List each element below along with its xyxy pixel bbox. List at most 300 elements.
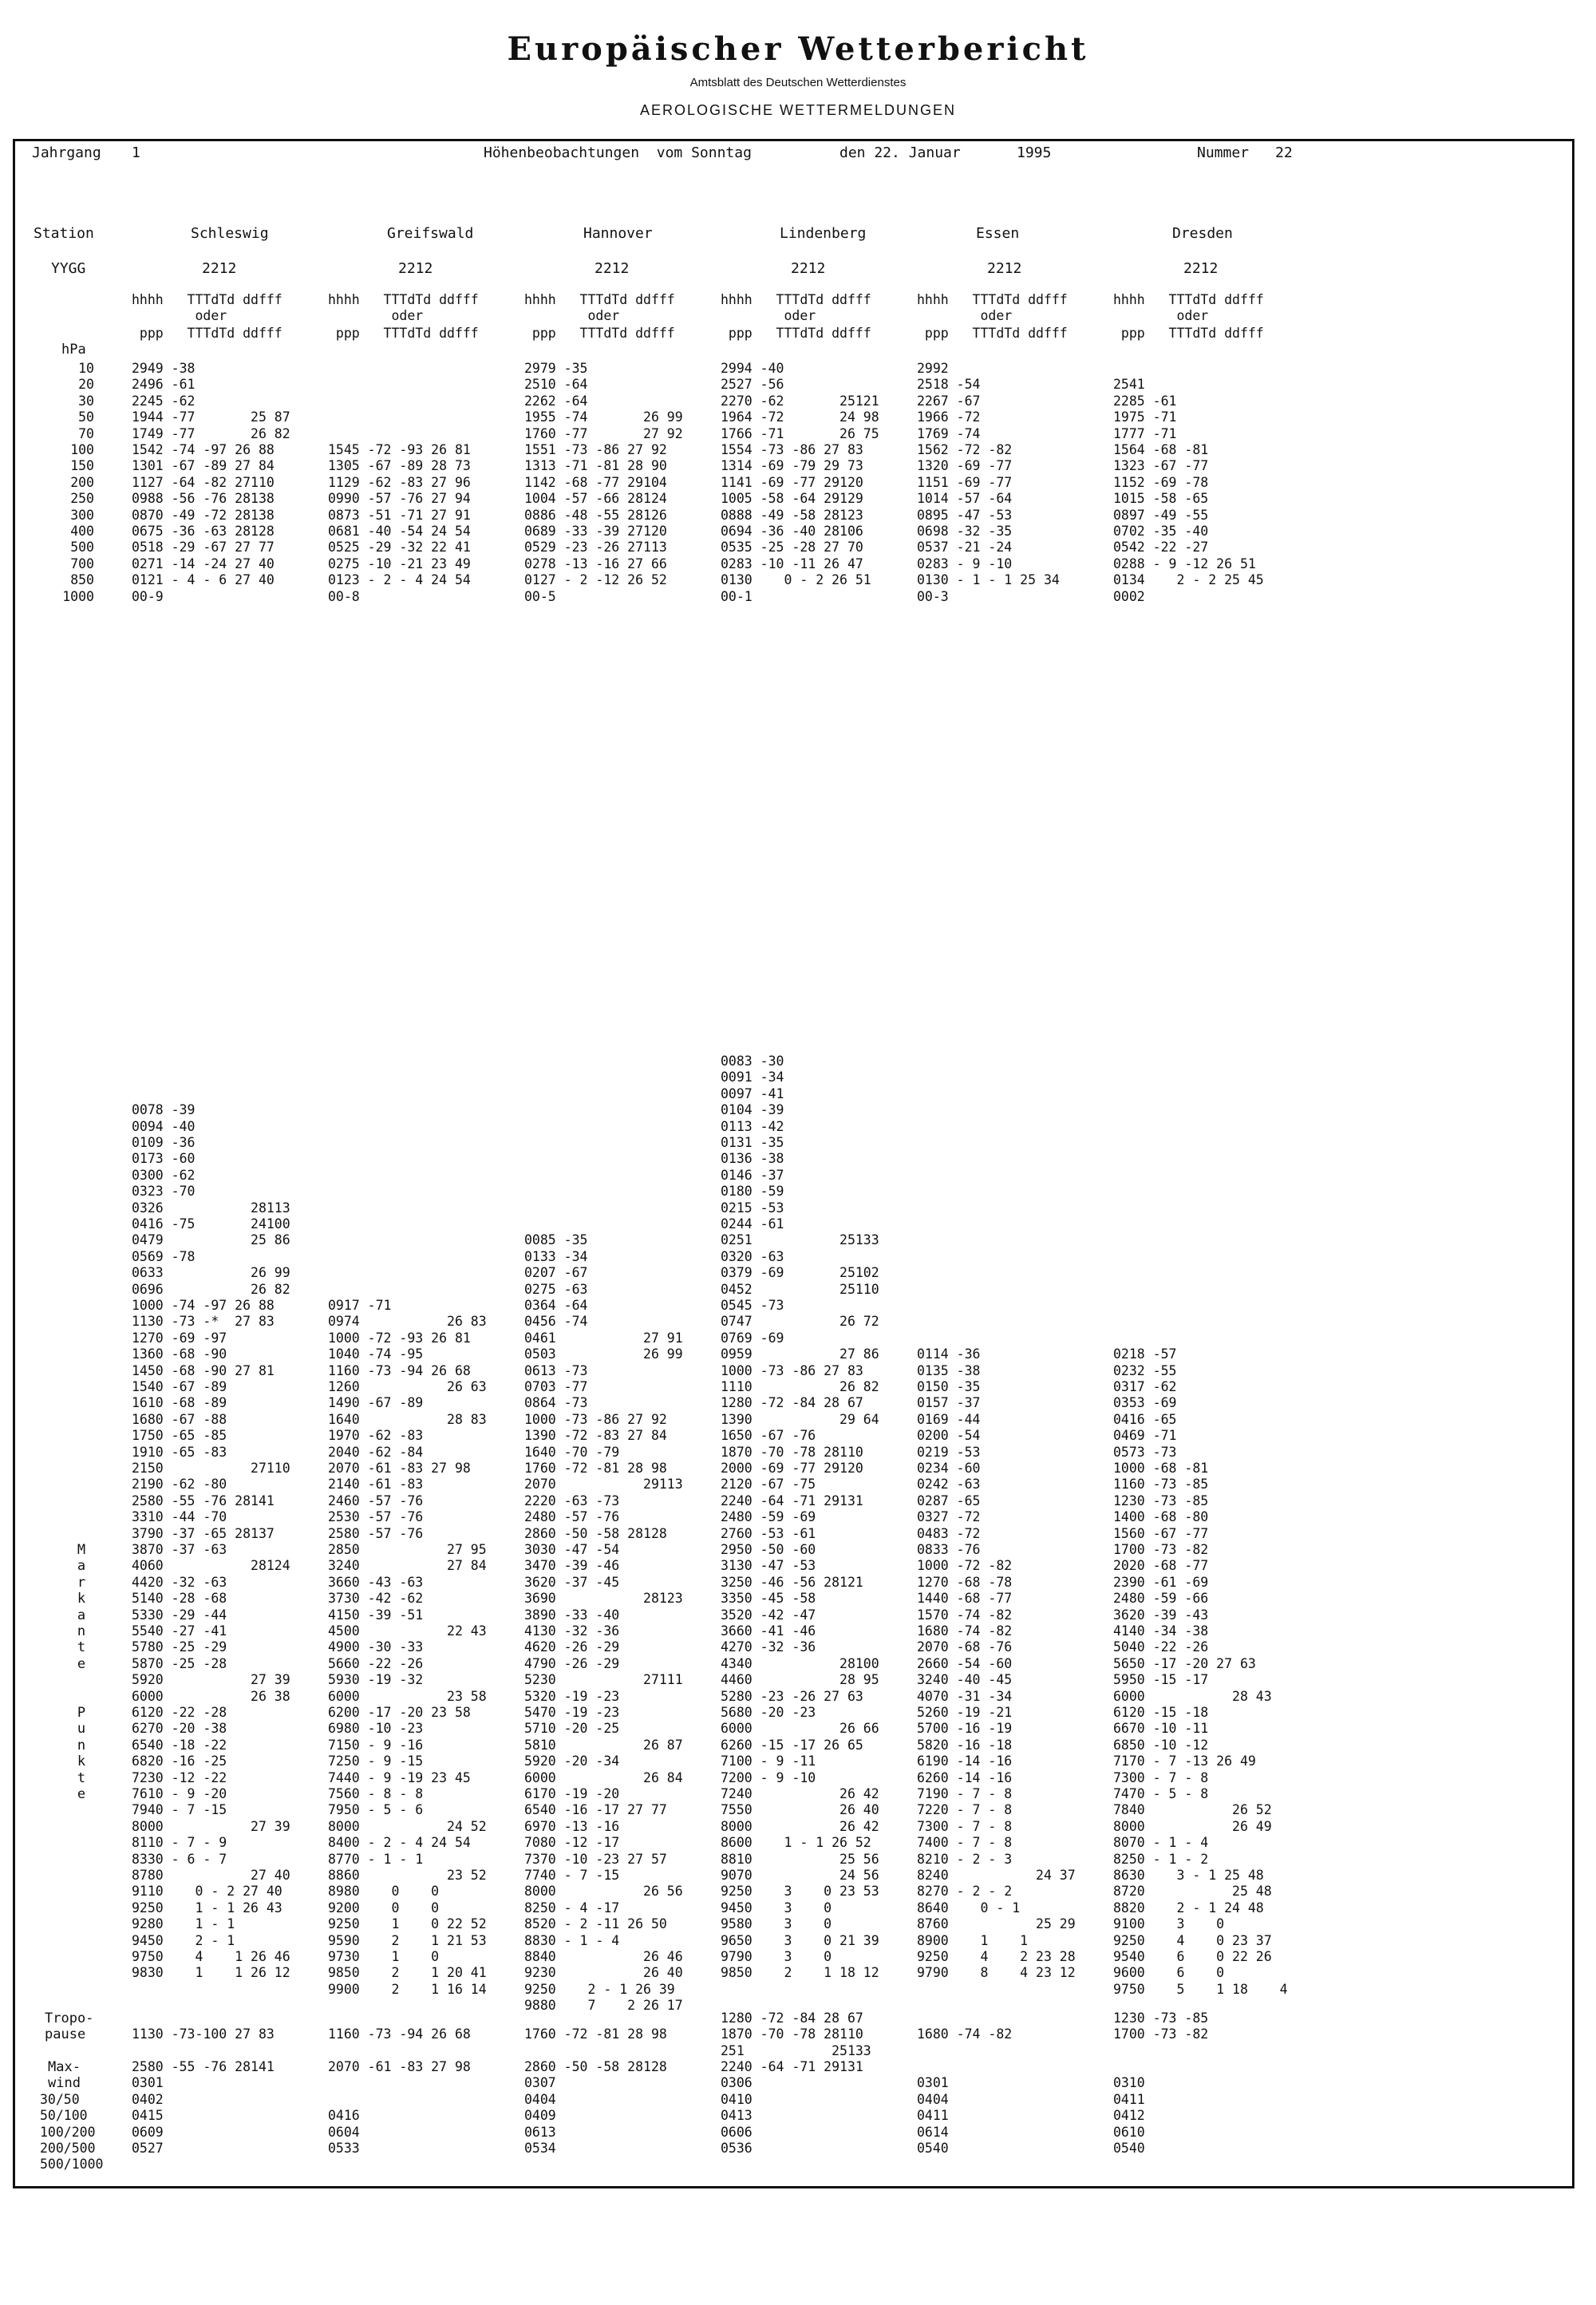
tropopause-row: 1280 -72 -84 28 67: [721, 2010, 863, 2026]
significant-point-row: 0091 -34: [721, 1069, 784, 1085]
significant-point-row: 8520 - 2 -11 26 50: [524, 1916, 667, 1932]
significant-point-row: 1870 -70 -78 28110: [721, 1444, 863, 1460]
significant-point-row: 9540 6 0 22 26: [1113, 1949, 1272, 1964]
maxwind-layer-label: 30/50: [40, 2091, 80, 2107]
significant-point-row: 6540 -16 -17 27 77: [524, 1802, 667, 1818]
significant-point-row: 2530 -57 -76: [328, 1509, 424, 1525]
maxwind-layer-label: 200/500: [40, 2141, 96, 2156]
report-year: 1995: [1017, 144, 1052, 161]
significant-point-row: 6270 -20 -38: [132, 1721, 227, 1737]
significant-point-row: 3130 -47 -53: [721, 1558, 816, 1574]
significant-point-row: 9750 5 1 18 4: [1113, 1981, 1288, 1997]
significant-point-row: 6260 -14 -16: [917, 1769, 1013, 1785]
significant-point-row: 7840 26 52: [1113, 1802, 1272, 1818]
significant-point-row: 0545 -73: [721, 1298, 784, 1313]
station-yygg: 2212: [595, 260, 630, 277]
significant-point-row: 8900 1 1: [917, 1932, 1029, 1948]
significant-point-row: 5820 -16 -18: [917, 1737, 1013, 1753]
significant-point-row: 1130 -73 -* 27 83: [132, 1314, 275, 1330]
significant-point-row: 2070 -61 -83 27 98: [328, 1461, 471, 1476]
pressure-level: 500: [70, 540, 94, 555]
significant-point-row: 1760 -72 -81 28 98: [524, 1461, 667, 1476]
significant-point-row: 3790 -37 -65 28137: [132, 1525, 275, 1541]
significant-point-row: 7250 - 9 -15: [328, 1753, 424, 1769]
standard-level-row: 1545 -72 -93 26 81: [328, 442, 471, 457]
significant-point-row: 1000 -74 -97 26 88: [132, 1298, 275, 1313]
significant-point-row: 3690 28123: [524, 1591, 683, 1607]
significant-point-row: 8070 - 1 - 4: [1113, 1835, 1209, 1851]
significant-point-row: 5920 -20 -34: [524, 1753, 620, 1769]
standard-level-row: 1766 -71 26 75: [721, 425, 879, 441]
maxwind-layer-label: 100/200: [40, 2124, 96, 2140]
significant-point-row: 0696 26 82: [132, 1281, 290, 1297]
pressure-level: 70: [78, 425, 94, 441]
jahrgang-value: 1: [132, 144, 140, 161]
maxwind-row: 0613: [524, 2124, 556, 2140]
standard-level-row: 0689 -33 -39 27120: [524, 524, 667, 539]
significant-point-row: 1680 -67 -88: [132, 1411, 227, 1427]
maxwind-label-1: Max-: [48, 2059, 81, 2075]
significant-point-row: 2580 -55 -76 28141: [132, 1493, 275, 1508]
station-name: Essen: [976, 225, 1020, 242]
significant-point-row: 0146 -37: [721, 1167, 784, 1183]
standard-level-row: 0895 -47 -53: [917, 507, 1013, 523]
significant-point-row: 3890 -33 -40: [524, 1607, 620, 1623]
tropopause-row: 1700 -73 -82: [1113, 2026, 1209, 2042]
standard-level-row: 0988 -56 -76 28138: [132, 491, 275, 507]
significant-point-row: 2850 27 95: [328, 1542, 487, 1557]
standard-level-row: 2496 -61: [132, 377, 196, 393]
significant-point-row: 0109 -36: [132, 1135, 196, 1150]
significant-point-row: 9830 1 1 26 12: [132, 1965, 290, 1981]
significant-point-row: 5710 -20 -25: [524, 1721, 620, 1737]
significant-point-row: 0097 -41: [721, 1085, 784, 1101]
standard-level-row: 1127 -64 -82 27110: [132, 474, 275, 490]
significant-point-row: 1610 -68 -89: [132, 1395, 227, 1411]
yygg-label: YYGG: [51, 260, 86, 277]
tropopause-row: 1230 -73 -85: [1113, 2010, 1209, 2026]
standard-level-row: 1141 -69 -77 29120: [721, 474, 863, 490]
standard-level-row: 1014 -57 -64: [917, 491, 1013, 507]
significant-point-row: 8000 24 52: [328, 1818, 487, 1834]
significant-point-row: 7240 26 42: [721, 1786, 879, 1801]
maxwind-row: 0411: [1113, 2091, 1145, 2107]
significant-point-row: 0169 -44: [917, 1411, 981, 1427]
pressure-level: 150: [70, 458, 94, 474]
standard-level-row: 0897 -49 -55: [1113, 507, 1209, 523]
significant-point-row: 7940 - 7 -15: [132, 1802, 227, 1818]
significant-point-row: 1640 -70 -79: [524, 1444, 620, 1460]
significant-point-row: 3660 -41 -46: [721, 1623, 816, 1639]
significant-point-row: 8600 1 - 1 26 52: [721, 1835, 871, 1851]
significant-point-row: 1000 -68 -81: [1113, 1461, 1209, 1476]
maxwind-layer-label: 500/1000: [40, 2157, 104, 2173]
significant-point-row: 0219 -53: [917, 1444, 981, 1460]
tropopause-row: 1870 -70 -78 28110: [721, 2026, 863, 2042]
significant-point-row: 0483 -72: [917, 1525, 981, 1541]
standard-level-row: 1777 -71: [1113, 425, 1177, 441]
significant-point-row: 3620 -37 -45: [524, 1574, 620, 1590]
maxwind-row: 0402: [132, 2091, 164, 2107]
significant-point-row: 0113 -42: [721, 1118, 784, 1134]
pressure-level: 20: [78, 377, 94, 393]
significant-point-row: 0180 -59: [721, 1184, 784, 1200]
significant-point-row: 9600 6 0: [1113, 1965, 1225, 1981]
maxwind-row: 0540: [1113, 2141, 1145, 2156]
significant-point-row: 6190 -14 -16: [917, 1753, 1013, 1769]
maxwind-row: 0604: [328, 2124, 360, 2140]
significant-point-row: 8780 27 40: [132, 1868, 290, 1883]
significant-point-row: 3620 -39 -43: [1113, 1607, 1209, 1623]
column-header-line1: hhhh TTTdTd ddfff: [1113, 292, 1264, 307]
significant-point-row: 7150 - 9 -16: [328, 1737, 424, 1753]
significant-point-row: 7100 - 9 -11: [721, 1753, 816, 1769]
significant-point-row: 8330 - 6 - 7: [132, 1851, 227, 1867]
significant-point-row: 1000 -72 -93 26 81: [328, 1330, 471, 1346]
significant-point-row: 1280 -72 -84 28 67: [721, 1395, 863, 1411]
standard-level-row: 1564 -68 -81: [1113, 442, 1209, 457]
significant-point-row: 6970 -13 -16: [524, 1818, 620, 1834]
markante-label: M a r k a n t e: [77, 1542, 86, 1672]
significant-point-row: 9250 1 0 22 52: [328, 1916, 487, 1932]
station-yygg: 2212: [791, 260, 826, 277]
station-yygg: 2212: [987, 260, 1022, 277]
column-header-line2: oder: [721, 308, 816, 323]
significant-point-row: 7560 - 8 - 8: [328, 1786, 424, 1801]
standard-level-row: 0694 -36 -40 28106: [721, 524, 863, 539]
significant-point-row: 0323 -70: [132, 1184, 196, 1200]
significant-point-row: 2190 -62 -80: [132, 1477, 227, 1493]
significant-point-row: 1160 -73 -85: [1113, 1477, 1209, 1493]
significant-point-row: 9250 4 2 23 28: [917, 1949, 1076, 1964]
significant-point-row: 9790 3 0: [721, 1949, 832, 1964]
significant-point-row: 0917 -71: [328, 1298, 392, 1313]
maxwind-row: 0606: [721, 2124, 753, 2140]
standard-level-row: 1004 -57 -66 28124: [524, 491, 667, 507]
significant-point-row: 0135 -38: [917, 1362, 981, 1378]
significant-point-row: 8270 - 2 - 2: [917, 1884, 1013, 1900]
significant-point-row: 1390 -72 -83 27 84: [524, 1428, 667, 1444]
significant-point-row: 0173 -60: [132, 1151, 196, 1167]
standard-level-row: 0518 -29 -67 27 77: [132, 540, 275, 555]
standard-level-row: 1151 -69 -77: [917, 474, 1013, 490]
significant-point-row: 0633 26 99: [132, 1265, 290, 1281]
significant-point-row: 8640 0 - 1: [917, 1900, 1021, 1916]
standard-level-row: 1129 -62 -83 27 96: [328, 474, 471, 490]
significant-point-row: 7950 - 5 - 6: [328, 1802, 424, 1818]
significant-point-row: 8820 2 - 1 24 48: [1113, 1900, 1264, 1916]
significant-point-row: 8000 26 56: [524, 1884, 683, 1900]
standard-level-row: 0702 -35 -40: [1113, 524, 1209, 539]
significant-point-row: 0317 -62: [1113, 1379, 1177, 1394]
significant-point-row: 5260 -19 -21: [917, 1705, 1013, 1720]
significant-point-row: 9250 4 0 23 37: [1113, 1932, 1272, 1948]
standard-level-row: 1562 -72 -82: [917, 442, 1013, 457]
significant-point-row: 4150 -39 -51: [328, 1607, 424, 1623]
standard-level-row: 0288 - 9 -12 26 51: [1113, 555, 1256, 571]
significant-point-row: 2120 -67 -75: [721, 1477, 816, 1493]
significant-point-row: 6000 23 58: [328, 1688, 487, 1704]
station-name: Schleswig: [191, 225, 269, 242]
standard-level-row: 0134 2 - 2 25 45: [1113, 572, 1264, 588]
station-yygg: 2212: [1183, 260, 1219, 277]
column-header-line3: ppp TTTdTd ddfff: [721, 326, 871, 341]
standard-level-row: 0886 -48 -55 28126: [524, 507, 667, 523]
significant-point-row: 5320 -19 -23: [524, 1688, 620, 1704]
significant-point-row: 9250 2 - 1 26 39: [524, 1981, 675, 1997]
standard-level-row: 2270 -62 25121: [721, 393, 879, 409]
significant-point-row: 4140 -34 -38: [1113, 1623, 1209, 1639]
significant-point-row: 8980 0 0: [328, 1884, 440, 1900]
significant-point-row: 7740 - 7 -15: [524, 1868, 620, 1883]
standard-level-row: 0123 - 2 - 4 24 54: [328, 572, 471, 588]
significant-point-row: 1270 -68 -78: [917, 1574, 1013, 1590]
significant-point-row: 1650 -67 -76: [721, 1428, 816, 1444]
maxwind-row: 0409: [524, 2108, 556, 2124]
significant-point-row: 7470 - 5 - 8: [1113, 1786, 1209, 1801]
standard-level-row: 1542 -74 -97 26 88: [132, 442, 275, 457]
significant-point-row: 0083 -30: [721, 1054, 784, 1069]
standard-level-row: 2949 -38: [132, 361, 196, 376]
punkte-label: P u n k t e: [77, 1705, 86, 1803]
significant-point-row: 9850 2 1 18 12: [721, 1965, 879, 1981]
significant-point-row: 2000 -69 -77 29120: [721, 1461, 863, 1476]
significant-point-row: 0085 -35: [524, 1232, 588, 1248]
significant-point-row: 5930 -19 -32: [328, 1672, 424, 1688]
column-header-line2: oder: [1113, 308, 1209, 323]
significant-point-row: 5950 -15 -17: [1113, 1672, 1209, 1688]
tropopause-row: 1130 -73-100 27 83: [132, 2026, 275, 2042]
significant-point-row: 3250 -46 -56 28121: [721, 1574, 863, 1590]
nummer-label: Nummer: [1197, 144, 1250, 161]
standard-level-row: 2527 -56: [721, 377, 784, 393]
pressure-level: 10: [78, 361, 94, 376]
standard-level-row: 0130 0 - 2 26 51: [721, 572, 871, 588]
significant-point-row: 1230 -73 -85: [1113, 1493, 1209, 1508]
standard-level-row: 2541: [1113, 377, 1145, 393]
significant-point-row: 6120 -15 -18: [1113, 1705, 1209, 1720]
significant-point-row: 9250 1 - 1 26 43: [132, 1900, 282, 1916]
significant-point-row: 8000 27 39: [132, 1818, 290, 1834]
significant-point-row: 1400 -68 -80: [1113, 1509, 1209, 1525]
significant-point-row: 9450 2 - 1: [132, 1932, 235, 1948]
significant-point-row: 9730 1 0: [328, 1949, 440, 1964]
standard-level-row: 1152 -69 -78: [1113, 474, 1209, 490]
column-header-line2: oder: [132, 308, 227, 323]
standard-level-row: 1749 -77 26 82: [132, 425, 290, 441]
standard-level-row: 2992: [917, 361, 949, 376]
significant-point-row: 0461 27 91: [524, 1330, 683, 1346]
significant-point-row: 1560 -67 -77: [1113, 1525, 1209, 1541]
maxwind-row: 0412: [1113, 2108, 1145, 2124]
significant-point-row: 6260 -15 -17 26 65: [721, 1737, 863, 1753]
significant-point-row: 5680 -20 -23: [721, 1705, 816, 1720]
column-header-line2: oder: [328, 308, 424, 323]
significant-point-row: 6000 26 84: [524, 1769, 683, 1785]
significant-point-row: 8830 - 1 - 4: [524, 1932, 620, 1948]
tropopause-label-2: pause: [45, 2026, 86, 2042]
standard-level-row: 2285 -61: [1113, 393, 1177, 409]
maxwind-row: 0536: [721, 2141, 753, 2156]
standard-level-row: 1313 -71 -81 28 90: [524, 458, 667, 474]
significant-point-row: 5280 -23 -26 27 63: [721, 1688, 863, 1704]
hpa-label: hPa: [61, 342, 86, 358]
significant-point-row: 2240 -64 -71 29131: [721, 1493, 863, 1508]
standard-level-row: 0283 - 9 -10: [917, 555, 1013, 571]
standard-level-row: 0278 -13 -16 27 66: [524, 555, 667, 571]
significant-point-row: 2220 -63 -73: [524, 1493, 620, 1508]
maxwind-row: 0301: [917, 2075, 949, 2091]
maxwind-row: 2860 -50 -58 28128: [524, 2059, 667, 2074]
significant-point-row: 1680 -74 -82: [917, 1623, 1013, 1639]
significant-point-row: 4340 28100: [721, 1655, 879, 1671]
significant-point-row: 9580 3 0: [721, 1916, 832, 1932]
maxwind-row: 0610: [1113, 2124, 1145, 2140]
pressure-level: 100: [70, 442, 94, 457]
significant-point-row: 2140 -61 -83: [328, 1477, 424, 1493]
standard-level-row: 1314 -69 -79 29 73: [721, 458, 863, 474]
station-yygg: 2212: [398, 260, 433, 277]
significant-point-row: 7610 - 9 -20: [132, 1786, 227, 1801]
tropopause-row: 1160 -73 -94 26 68: [328, 2026, 471, 2042]
maxwind-row: 0416: [328, 2108, 360, 2124]
pressure-level: 200: [70, 474, 94, 490]
pressure-level: 30: [78, 393, 94, 409]
significant-point-row: 9900 2 1 16 14: [328, 1981, 487, 1997]
significant-point-row: 0364 -64: [524, 1298, 588, 1313]
page-title: Europäischer Wetterbericht: [507, 30, 1089, 68]
significant-point-row: 0833 -76: [917, 1542, 981, 1557]
significant-point-row: 7170 - 7 -13 26 49: [1113, 1753, 1256, 1769]
significant-point-row: 0131 -35: [721, 1135, 784, 1150]
maxwind-row: 0534: [524, 2141, 556, 2156]
significant-point-row: 5700 -16 -19: [917, 1721, 1013, 1737]
standard-level-row: 2510 -64: [524, 377, 588, 393]
significant-point-row: 1440 -68 -77: [917, 1591, 1013, 1607]
significant-point-row: 6200 -17 -20 23 58: [328, 1705, 471, 1720]
significant-point-row: 1160 -73 -94 26 68: [328, 1362, 471, 1378]
significant-point-row: 7200 - 9 -10: [721, 1769, 816, 1785]
significant-point-row: 6980 -10 -23: [328, 1721, 424, 1737]
significant-point-row: 0200 -54: [917, 1428, 981, 1444]
significant-point-row: 9750 4 1 26 46: [132, 1949, 290, 1964]
column-header-line1: hhhh TTTdTd ddfff: [132, 292, 282, 307]
significant-point-row: 9280 1 - 1: [132, 1916, 235, 1932]
significant-point-row: 4460 28 95: [721, 1672, 879, 1688]
standard-level-row: 00-5: [524, 588, 556, 604]
significant-point-row: 0573 -73: [1113, 1444, 1177, 1460]
significant-point-row: 0747 26 72: [721, 1314, 879, 1330]
tropopause-row: 1680 -74 -82: [917, 2026, 1013, 2042]
significant-point-row: 0150 -35: [917, 1379, 981, 1394]
significant-point-row: 1910 -65 -83: [132, 1444, 227, 1460]
significant-point-row: 0136 -38: [721, 1151, 784, 1167]
significant-point-row: 1640 28 83: [328, 1411, 487, 1427]
significant-point-row: 5230 27111: [524, 1672, 683, 1688]
pressure-level: 50: [78, 409, 94, 425]
station-label: Station: [34, 225, 94, 242]
pressure-level: 400: [70, 524, 94, 539]
standard-level-row: 1005 -58 -64 29129: [721, 491, 863, 507]
standard-level-row: 0873 -51 -71 27 91: [328, 507, 471, 523]
station-name: Dresden: [1172, 225, 1233, 242]
standard-level-row: 00-8: [328, 588, 360, 604]
significant-point-row: 2460 -57 -76: [328, 1493, 424, 1508]
significant-point-row: 6000 26 38: [132, 1688, 290, 1704]
significant-point-row: 6120 -22 -28: [132, 1705, 227, 1720]
significant-point-row: 5780 -25 -29: [132, 1639, 227, 1655]
significant-point-row: 3310 -44 -70: [132, 1509, 227, 1525]
significant-point-row: 8000 26 42: [721, 1818, 879, 1834]
significant-point-row: 3240 27 84: [328, 1558, 487, 1574]
standard-level-row: 00-3: [917, 588, 949, 604]
jahrgang-label: Jahrgang: [32, 144, 101, 161]
significant-point-row: 0157 -37: [917, 1395, 981, 1411]
significant-point-row: 3730 -42 -62: [328, 1591, 424, 1607]
significant-point-row: 1750 -65 -85: [132, 1428, 227, 1444]
significant-point-row: 7230 -12 -22: [132, 1769, 227, 1785]
significant-point-row: 9200 0 0: [328, 1900, 440, 1916]
significant-point-row: 2040 -62 -84: [328, 1444, 424, 1460]
significant-point-row: 5540 -27 -41: [132, 1623, 227, 1639]
standard-level-row: 0542 -22 -27: [1113, 540, 1209, 555]
significant-point-row: 3470 -39 -46: [524, 1558, 620, 1574]
significant-point-row: 0218 -57: [1113, 1346, 1177, 1362]
significant-point-row: 4620 -26 -29: [524, 1639, 620, 1655]
significant-point-row: 0244 -61: [721, 1216, 784, 1232]
maxwind-row: 2580 -55 -76 28141: [132, 2059, 275, 2074]
significant-point-row: 4420 -32 -63: [132, 1574, 227, 1590]
significant-point-row: 8110 - 7 - 9: [132, 1835, 227, 1851]
significant-point-row: 0613 -73: [524, 1362, 588, 1378]
maxwind-row: 0306: [721, 2075, 753, 2091]
standard-level-row: 1554 -73 -86 27 83: [721, 442, 863, 457]
significant-point-row: 2480 -57 -76: [524, 1509, 620, 1525]
maxwind-row: 0410: [721, 2091, 753, 2107]
column-header-line1: hhhh TTTdTd ddfff: [721, 292, 871, 307]
pressure-level: 850: [70, 572, 94, 588]
significant-point-row: 2480 -59 -69: [721, 1509, 816, 1525]
significant-point-row: 0232 -55: [1113, 1362, 1177, 1378]
significant-point-row: 4790 -26 -29: [524, 1655, 620, 1671]
station-name: Greifswald: [387, 225, 474, 242]
significant-point-row: 6540 -18 -22: [132, 1737, 227, 1753]
significant-point-row: 5810 26 87: [524, 1737, 683, 1753]
column-header-line3: ppp TTTdTd ddfff: [328, 326, 479, 341]
standard-level-row: 0121 - 4 - 6 27 40: [132, 572, 275, 588]
station-name: Hannover: [583, 225, 653, 242]
page-subtitle: Amtsblatt des Deutschen Wetterdienstes: [689, 76, 907, 89]
column-header-line2: oder: [524, 308, 620, 323]
significant-point-row: 0287 -65: [917, 1493, 981, 1508]
significant-point-row: 0503 26 99: [524, 1346, 683, 1362]
station-yygg: 2212: [202, 260, 237, 277]
significant-point-row: 0242 -63: [917, 1477, 981, 1493]
significant-point-row: 0864 -73: [524, 1395, 588, 1411]
significant-point-row: 9790 8 4 23 12: [917, 1965, 1076, 1981]
significant-point-row: 5660 -22 -26: [328, 1655, 424, 1671]
nummer-value: 22: [1275, 144, 1293, 161]
observation-label: Höhenbeobachtungen vom Sonntag: [484, 144, 752, 161]
significant-point-row: 0452 25110: [721, 1281, 879, 1297]
significant-point-row: 8250 - 4 -17: [524, 1900, 620, 1916]
significant-point-row: 6170 -19 -20: [524, 1786, 620, 1801]
significant-point-row: 7550 26 40: [721, 1802, 879, 1818]
maxwind-row: 0413: [721, 2108, 753, 2124]
significant-point-row: 7400 - 7 - 8: [917, 1835, 1013, 1851]
significant-point-row: 1540 -67 -89: [132, 1379, 227, 1394]
significant-point-row: 0104 -39: [721, 1102, 784, 1118]
